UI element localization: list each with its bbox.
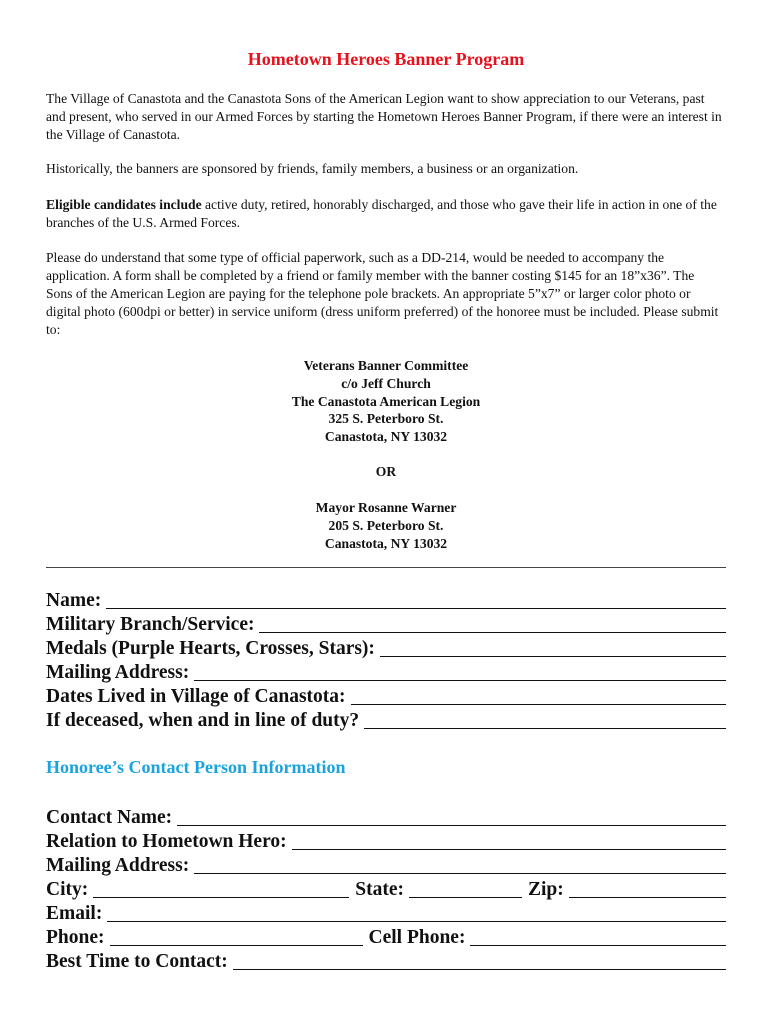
military-branch-field[interactable] (259, 614, 726, 633)
eligibility-text: active duty, retired, honorably discharged, and those who gave their life in action in one of the branches of the U.S. Armed Forces. (46, 197, 717, 230)
contact-name-row (46, 805, 726, 829)
address-line: c/o Jeff Church (341, 375, 431, 391)
honoree-mailing-label: Mailing Address: (46, 662, 190, 683)
best-time-label: Best Time to Contact: (46, 951, 228, 972)
dates-lived-field[interactable] (351, 686, 726, 705)
relation-field[interactable] (292, 831, 726, 850)
deceased-field[interactable] (364, 710, 726, 729)
city-field[interactable] (93, 879, 349, 898)
zip-label: Zip: (527, 879, 564, 900)
page-title: Hometown Heroes Banner Program (247, 49, 525, 69)
email-row (46, 901, 726, 925)
dates-lived-row (46, 684, 726, 708)
eligibility-lead: Eligible candidates include (46, 197, 202, 212)
relation-row (46, 829, 726, 853)
honoree-name-row (46, 588, 726, 612)
section-divider (46, 567, 726, 568)
contact-mailing-field[interactable] (194, 855, 726, 874)
intro-paragraph: The Village of Canastota and the Canastota Sons of the American Legion want to show appreciation to our Veterans, past and present, who served in our Armed Forces by starting the Hometown Heroes Banner Program, if there were an interest in the Village of Canastota. (46, 91, 722, 142)
address-line: Mayor Rosanne Warner (315, 500, 457, 515)
email-label: Email: (46, 903, 103, 924)
address-line: The Canastota American Legion (291, 393, 481, 409)
contact-name-field[interactable] (177, 807, 726, 826)
dates-lived-label: Dates Lived in Village of Canastota: (46, 686, 346, 707)
address-line: 205 S. Peterboro St. (328, 517, 444, 533)
mayor-address (46, 499, 726, 552)
honoree-mailing-row (46, 660, 726, 684)
cell-phone-field[interactable] (470, 927, 726, 946)
deceased-row (46, 708, 726, 732)
cell-phone-label: Cell Phone: (368, 927, 466, 948)
contact-mailing-label: Mailing Address: (46, 855, 190, 876)
state-field[interactable] (409, 879, 522, 898)
sponsorship-paragraph: Historically, the banners are sponsored by friends, family members, a business or an organization. (46, 161, 579, 176)
honoree-name-field[interactable] (106, 590, 726, 609)
address-line: 325 S. Peterboro St. (328, 411, 444, 427)
city-state-zip-row (46, 877, 726, 901)
city-label: City: (46, 879, 89, 900)
medals-label: Medals (Purple Hearts, Crosses, Stars): (46, 638, 375, 659)
or-label: OR (375, 464, 397, 479)
best-time-row (46, 949, 726, 973)
requirements-paragraph: Please do understand that some type of official paperwork, such as a DD-214, would be needed to accompany the application. A form shall be completed by a friend or family member with the banner costing $145 for an 18”x36”. The Sons of the American Legion are paying for the telephone pole brackets. An appropriate 5”x7” or larger color photo or digital photo (600dpi or better) in service uniform (dress uniform preferred) of the honoree must be included. Please submit to: (46, 250, 719, 337)
medals-row (46, 636, 726, 660)
phone-label: Phone: (46, 927, 105, 948)
state-label: State: (355, 879, 404, 900)
email-field[interactable] (107, 903, 726, 922)
deceased-label: If deceased, when and in line of duty? (46, 710, 360, 731)
contact-name-label: Contact Name: (46, 807, 173, 828)
phone-row (46, 925, 726, 949)
relation-label: Relation to Hometown Hero: (46, 831, 287, 852)
honoree-name-label: Name: (46, 590, 102, 611)
address-line: Canastota, NY 13032 (324, 535, 448, 551)
military-branch-row (46, 612, 726, 636)
honoree-mailing-field[interactable] (194, 662, 726, 681)
committee-address (46, 357, 726, 446)
military-branch-label: Military Branch/Service: (46, 614, 255, 635)
medals-field[interactable] (380, 638, 726, 657)
best-time-field[interactable] (233, 951, 726, 970)
contact-section-title: Honoree’s Contact Person Information (46, 757, 346, 777)
address-line: Canastota, NY 13032 (324, 429, 448, 445)
contact-mailing-row (46, 853, 726, 877)
zip-field[interactable] (569, 879, 726, 898)
phone-field[interactable] (110, 927, 363, 946)
address-line: Veterans Banner Committee (303, 358, 469, 373)
eligibility-paragraph (46, 196, 724, 232)
